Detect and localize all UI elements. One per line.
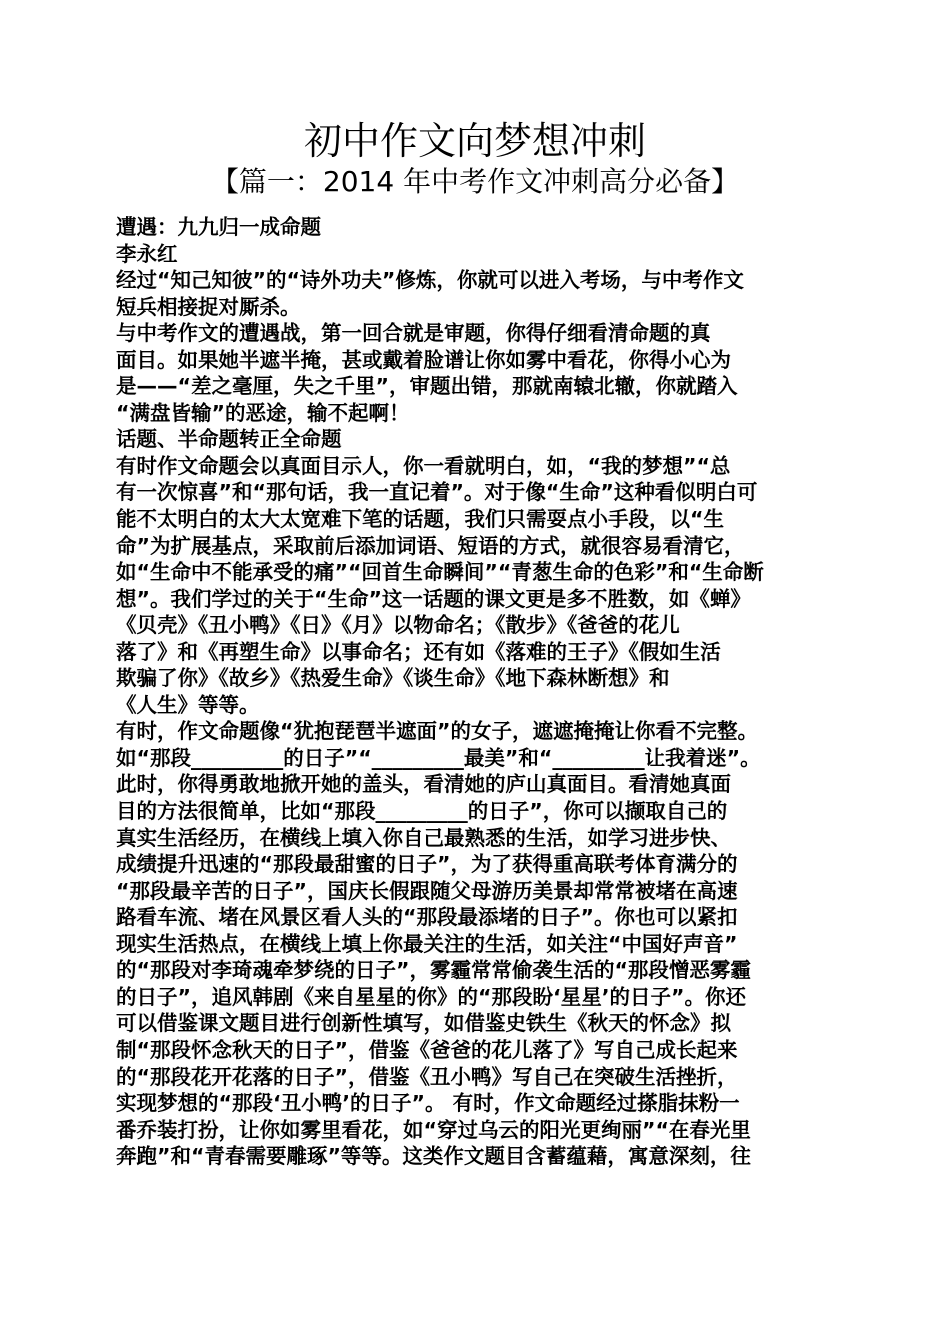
body-text-line: 短兵相接捉对厮杀。 [116, 294, 301, 319]
body-text-line: 能不太明白的太大太宽难下笔的话题，我们只需耍点小手段，以“生 [116, 507, 724, 532]
body-text-line: 面目。如果她半遮半掩，甚或戴着脸谱让你如雾中看花，你得小心为 [116, 347, 731, 372]
body-text-line: 实现梦想的“那段‘丑小鸭’的日子”。 有时，作文命题经过搽脂抹粉一 [116, 1091, 740, 1116]
body-text-line: 命”为扩展基点，采取前后添加词语、短语的方式，就很容易看清它， [116, 533, 745, 558]
body-text-line: 如“生命中不能承受的痛”“回首生命瞬间”“青葱生命的色彩”和“生命断 [116, 560, 764, 585]
body-text-line: 制“那段怀念秋天的日子”，借鉴《爸爸的花儿落了》写自己成长起来 [116, 1037, 738, 1062]
body-text-line: 有时作文命题会以真面目示人，你一看就明白，如，“我的梦想”“总 [116, 453, 731, 478]
body-text-line: 《贝壳》《丑小鸭》《日》《月》以物命名；《散步》《爸爸的花儿 [116, 613, 680, 638]
body-text-line: 真实生活经历，在横线上填入你自己最熟悉的生活，如学习进步快、 [116, 825, 731, 850]
body-text-line: 李永红 [116, 241, 178, 266]
body-text-line: 《人生》等等。 [116, 692, 260, 717]
body-text-line: 可以借鉴课文题目进行创新性填写，如借鉴史铁生《秋天的怀念》拟 [116, 1011, 731, 1036]
body-text-line: 与中考作文的遭遇战，第一回合就是审题，你得仔细看清命题的真 [116, 321, 711, 346]
body-text-line: 遭遇：九九归一成命题 [116, 215, 321, 239]
body-text-line: 欺骗了你》《故乡》《热爱生命》《谈生命》《地下森林断想》和 [116, 666, 670, 691]
body-text-line: 的“那段对李琦魂牵梦绕的日子”，雾霾常常偷袭生活的“那段憎恶雾霾 [116, 958, 751, 983]
body-text-line: 的日子”，追风韩剧《来自星星的你》的“那段盼‘星星’的日子”。你还 [116, 984, 746, 1009]
body-text-line: “那段最辛苦的日子”，国庆长假跟随父母游历美景却常常被堵在高速 [116, 878, 738, 903]
body-text-line: 有时，作文命题像“犹抱琵琶半遮面”的女子，遮遮掩掩让你看不完整。 [116, 719, 758, 744]
body-text-line: 现实生活热点，在横线上填上你最关注的生活，如关注“中国好声音” [116, 931, 738, 956]
body-text-line: 落了》和《再塑生命》以事命名；还有如《落难的王子》《假如生活 [116, 639, 721, 664]
document-body [116, 214, 846, 1170]
body-text-line: 想”。我们学过的关于“生命”这一话题的课文更是多不胜数，如《蝉》 [116, 586, 751, 611]
body-text-line: 话题、半命题转正全命题 [116, 427, 342, 452]
body-text-line: 有一次惊喜”和“那句话，我一直记着”。对于像“生命”这种看似明白可 [116, 480, 758, 505]
body-text-line: 的“那段花开花落的日子”，借鉴《丑小鸭》写自己在突破生活挫折， [116, 1064, 738, 1089]
document-subtitle: 【篇一：2014 年中考作文冲刺高分必备】 [210, 165, 740, 198]
body-text-line: 目的方法很简单，比如“那段_________的日子”，你可以撷取自己的 [116, 799, 728, 824]
body-text-line: 成绩提升迅速的“那段最甜蜜的日子”，为了获得重高联考体育满分的 [116, 852, 738, 877]
body-text-line: 番乔装打扮，让你如雾里看花，如“穿过乌云的阳光更绚丽”“在春光里 [116, 1117, 751, 1142]
body-text-line: 路看车流、堵在风景区看人头的“那段最添堵的日子”。你也可以紧扣 [116, 905, 738, 930]
body-text-line: 此时，你得勇敢地掀开她的盖头，看清她的庐山真面目。看清她真面 [116, 772, 731, 797]
body-text-line: 奔跑”和“青春需要雕琢”等等。这类作文题目含蓄蕴藉，寓意深刻，往 [116, 1144, 751, 1169]
body-text-line: 经过“知己知彼”的“诗外功夫”修炼，你就可以进入考场，与中考作文 [116, 268, 744, 293]
body-text-line: “满盘皆输”的恶途，输不起啊！ [116, 400, 410, 425]
document-title: 初中作文向梦想冲刺 [303, 119, 646, 163]
body-text-line: 是——“差之毫厘，失之千里”，审题出错，那就南辕北辙，你就踏入 [116, 374, 738, 399]
body-text-line: 如“那段_________的日子”“_________最美”和“_________让我着迷”。 [116, 745, 761, 770]
